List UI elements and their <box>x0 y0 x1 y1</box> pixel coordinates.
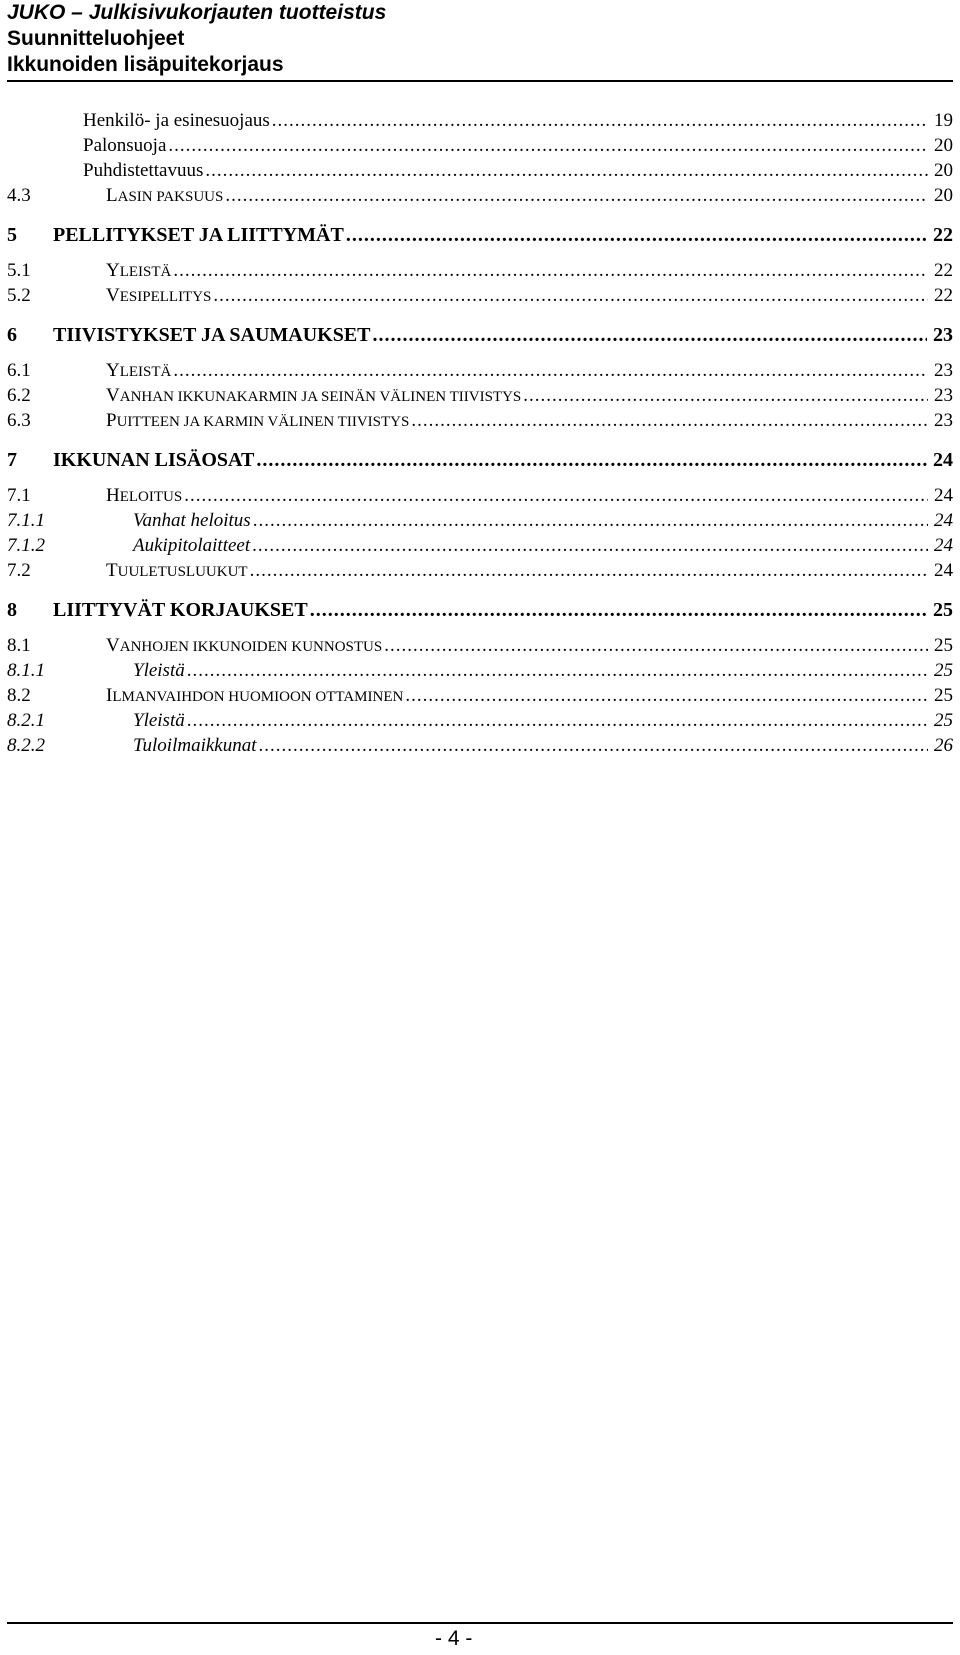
toc-entry-number: 8 <box>7 599 17 621</box>
toc-entry-title: Tuloilmaikkunat <box>133 735 257 756</box>
toc-entry-title-initial: H <box>106 485 120 506</box>
toc-entry-title: Palonsuoja <box>83 135 167 156</box>
header-project-title: JUKO – Julkisivukorjauten tuotteistus <box>7 1 387 24</box>
toc-entry-number: 7.1.1 <box>7 510 45 531</box>
toc-entry-title-rest: LEISTÄ <box>119 364 172 380</box>
toc-entry-page: 25 <box>934 710 953 731</box>
toc-entry-title-initial: I <box>106 685 113 706</box>
page-footer <box>7 1622 953 1650</box>
toc-entry-number: 6.2 <box>7 385 31 406</box>
toc-entry-number: 8.2.2 <box>7 735 45 756</box>
toc-entry-page: 24 <box>933 449 953 471</box>
table-of-contents <box>7 108 953 758</box>
toc-entry-page: 20 <box>934 185 953 206</box>
toc-entry-page: 25 <box>934 660 953 681</box>
toc-entry[interactable] <box>7 320 953 351</box>
toc-entry-title-rest: LMANVAIHDON HUOMIOON OTTAMINEN <box>112 689 404 705</box>
toc-entry-title-rest: UULETUSLUUKUT <box>117 564 248 580</box>
toc-dot-leader <box>250 558 928 583</box>
toc-entry-title <box>106 183 223 210</box>
toc-entry[interactable] <box>7 358 953 383</box>
toc-entry-page: 25 <box>933 599 953 621</box>
toc-entry[interactable] <box>7 708 953 733</box>
toc-entry-title: Vanhat heloitus <box>133 510 251 531</box>
toc-dot-leader <box>253 508 928 533</box>
toc-entry-title-initial: V <box>106 635 120 656</box>
page-number: - 4 - <box>435 1627 473 1650</box>
toc-entry-number: 5 <box>7 224 17 246</box>
toc-entry-page: 23 <box>934 360 953 381</box>
toc-entry[interactable] <box>7 683 953 708</box>
toc-entry-number: 7.1.2 <box>7 535 45 556</box>
toc-entry[interactable] <box>7 258 953 283</box>
toc-entry-page: 20 <box>934 135 953 156</box>
toc-entry-page: 22 <box>933 224 953 246</box>
toc-entry-title <box>106 358 171 385</box>
toc-entry-page: 23 <box>934 385 953 406</box>
toc-dot-leader <box>310 595 927 626</box>
toc-dot-leader <box>173 258 928 283</box>
toc-entry-title: Puhdistettavuus <box>83 160 204 181</box>
toc-entry-number: 8.2.1 <box>7 710 45 731</box>
toc-entry-page: 24 <box>934 510 953 531</box>
toc-dot-leader <box>252 533 928 558</box>
toc-entry[interactable] <box>7 158 953 183</box>
toc-entry-title <box>106 483 182 510</box>
toc-dot-leader <box>373 320 927 351</box>
toc-dot-leader <box>405 683 928 708</box>
toc-entry[interactable] <box>7 383 953 408</box>
toc-entry-number: 8.1 <box>7 635 31 656</box>
toc-entry-title: Yleistä <box>133 710 185 731</box>
toc-entry-page: 19 <box>934 110 953 131</box>
toc-entry-number: 4.3 <box>7 185 31 206</box>
toc-entry-title-initial: V <box>106 385 120 406</box>
toc-entry-page: 24 <box>934 485 953 506</box>
toc-entry-title-rest: ELOITUS <box>119 489 183 505</box>
toc-entry[interactable] <box>7 283 953 308</box>
toc-entry-number: 6.3 <box>7 410 31 431</box>
toc-entry-page: 23 <box>934 410 953 431</box>
toc-entry[interactable] <box>7 508 953 533</box>
toc-entry-number: 8.2 <box>7 685 31 706</box>
toc-entry-title-initial: P <box>106 410 117 431</box>
toc-entry-title-rest: LEISTÄ <box>119 264 172 280</box>
toc-entry-page: 25 <box>934 635 953 656</box>
toc-entry-title <box>106 683 403 710</box>
toc-entry-page: 23 <box>933 324 953 346</box>
toc-dot-leader <box>225 183 928 208</box>
toc-entry-title <box>106 408 409 435</box>
toc-entry[interactable] <box>7 533 953 558</box>
toc-entry-page: 22 <box>934 285 953 306</box>
toc-entry[interactable] <box>7 558 953 583</box>
toc-entry-title: LIITTYVÄT KORJAUKSET <box>53 599 308 621</box>
toc-entry-title-rest: ASIN PAKSUUS <box>117 189 224 205</box>
toc-entry[interactable] <box>7 658 953 683</box>
toc-dot-leader <box>256 445 927 476</box>
toc-dot-leader <box>272 108 928 133</box>
toc-entry[interactable] <box>7 595 953 626</box>
toc-entry-number: 7.1 <box>7 485 31 506</box>
toc-entry-title-rest: ESIPELLITYS <box>119 289 212 305</box>
toc-dot-leader <box>173 358 928 383</box>
toc-dot-leader <box>411 408 928 433</box>
toc-entry-title-rest: ANHAN IKKUNAKARMIN JA SEINÄN VÄLINEN TIIVISTYS <box>119 389 522 405</box>
toc-entry-page: 20 <box>934 160 953 181</box>
toc-entry-title: IKKUNAN LISÄOSAT <box>53 449 255 471</box>
toc-entry-title-initial: Y <box>106 360 120 381</box>
toc-entry-title-initial: Y <box>106 260 120 281</box>
header-document-type: Suunnitteluohjeet <box>7 27 185 50</box>
toc-entry-title-rest: UITTEEN JA KARMIN VÄLINEN TIIVISTYS <box>116 414 410 430</box>
toc-entry-number: 6.1 <box>7 360 31 381</box>
toc-entry[interactable] <box>7 483 953 508</box>
toc-dot-leader <box>346 220 927 251</box>
toc-entry-title: PELLITYKSET JA LIITTYMÄT <box>53 224 344 246</box>
toc-entry[interactable] <box>7 733 953 758</box>
toc-dot-leader <box>187 708 928 733</box>
toc-entry[interactable] <box>7 108 953 133</box>
toc-dot-leader <box>213 283 928 308</box>
toc-entry-page: 26 <box>934 735 953 756</box>
toc-entry-page: 24 <box>934 560 953 581</box>
toc-entry-number: 7.2 <box>7 560 31 581</box>
toc-entry-number: 5.1 <box>7 260 31 281</box>
toc-dot-leader <box>168 133 928 158</box>
toc-entry-title: TIIVISTYKSET JA SAUMAUKSET <box>53 324 371 346</box>
toc-entry-page: 25 <box>934 685 953 706</box>
toc-dot-leader <box>205 158 928 183</box>
toc-entry-page: 22 <box>934 260 953 281</box>
toc-dot-leader <box>384 633 928 658</box>
toc-entry[interactable] <box>7 633 953 658</box>
toc-entry[interactable] <box>7 220 953 251</box>
toc-dot-leader <box>259 733 929 758</box>
toc-entry-title <box>106 558 248 585</box>
toc-entry-title: Aukipitolaitteet <box>133 535 251 556</box>
toc-entry[interactable] <box>7 408 953 433</box>
toc-entry-title: Yleistä <box>133 660 185 681</box>
toc-entry[interactable] <box>7 133 953 158</box>
toc-entry[interactable] <box>7 183 953 208</box>
toc-entry-title <box>106 283 211 310</box>
toc-entry-title-initial: V <box>106 285 120 306</box>
toc-entry-title: Henkilö- ja esinesuojaus <box>83 110 270 131</box>
toc-dot-leader <box>187 658 928 683</box>
toc-entry-title <box>106 383 521 410</box>
toc-entry-title <box>106 633 382 660</box>
toc-entry-number: 7 <box>7 449 17 471</box>
toc-entry-title-initial: L <box>106 185 118 206</box>
toc-entry-title <box>106 258 171 285</box>
toc-entry-number: 8.1.1 <box>7 660 45 681</box>
toc-entry-number: 5.2 <box>7 285 31 306</box>
toc-dot-leader <box>184 483 928 508</box>
toc-entry-title-initial: T <box>106 560 118 581</box>
toc-entry-page: 24 <box>934 535 953 556</box>
toc-entry-number: 6 <box>7 324 17 346</box>
toc-entry[interactable] <box>7 445 953 476</box>
running-header <box>7 0 953 82</box>
toc-dot-leader <box>523 383 928 408</box>
toc-entry-title-rest: ANHOJEN IKKUNOIDEN KUNNOSTUS <box>119 639 383 655</box>
header-document-title: Ikkunoiden lisäpuitekorjaus <box>7 53 284 76</box>
